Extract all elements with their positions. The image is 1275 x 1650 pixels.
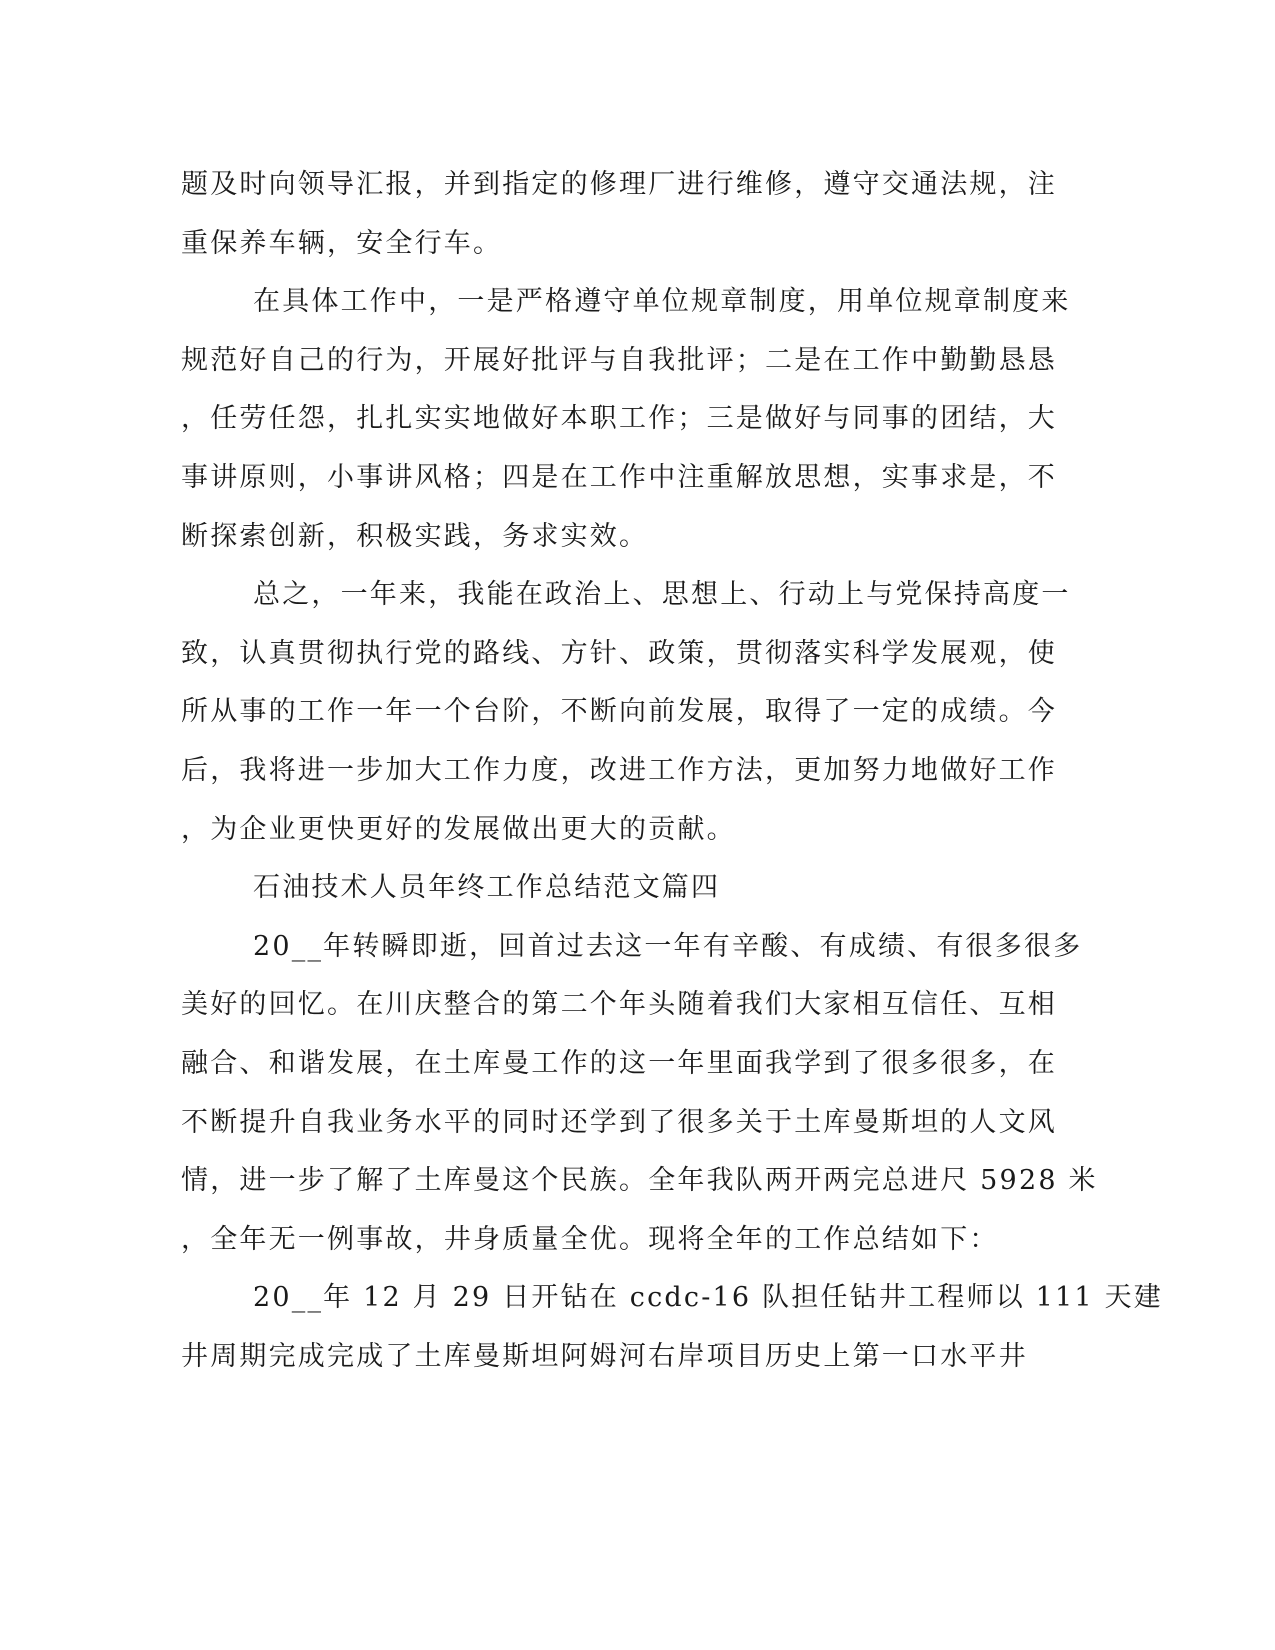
text-line: 断探索创新，积极实践，务求实效。	[181, 520, 649, 552]
paragraph-start-line: 在具体工作中，一是严格遵守单位规章制度，用单位规章制度来	[253, 286, 1071, 318]
text-line: ，全年无一例事故，井身质量全优。现将全年的工作总结如下：	[181, 1223, 999, 1255]
text-line: ，任劳任怨，扎扎实实地做好本职工作；三是做好与同事的团结，大	[181, 403, 1057, 435]
text-line: 题及时向领导汇报，并到指定的修理厂进行维修，遵守交通法规，注	[181, 169, 1057, 200]
text-line: 致，认真贯彻执行党的路线、方针、政策，贯彻落实科学发展观，使	[181, 637, 1057, 669]
text-line: 美好的回忆。在川庆整合的第二个年头随着我们大家相互信任、互相	[181, 989, 1057, 1021]
body-text	[181, 156, 1163, 1386]
text-line: ，为企业更快更好的发展做出更大的贡献。	[181, 813, 736, 845]
text-line: 后，我将进一步加大工作力度，改进工作方法，更加努力地做好工作	[181, 754, 1057, 786]
text-line: 井周期完成完成了土库曼斯坦阿姆河右岸项目历史上第一口水平井	[181, 1340, 1028, 1372]
paragraph-start-line: 总之，一年来，我能在政治上、思想上、行动上与党保持高度一	[253, 579, 1071, 611]
paragraph-start-line: 20__年转瞬即逝，回首过去这一年有辛酸、有成绩、有很多很多	[253, 930, 1083, 962]
text-line: 事讲原则，小事讲风格；四是在工作中注重解放思想，实事求是，不	[181, 461, 1057, 493]
paragraph-start-line: 20__年 12 月 29 日开钻在 ccdc-16 队担任钻井工程师以 111 天建	[253, 1282, 1163, 1314]
text-line: 重保养车辆，安全行车。	[181, 227, 503, 259]
text-line: 规范好自己的行为，开展好批评与自我批评；二是在工作中勤勤恳恳	[181, 344, 1057, 376]
section-heading: 石油技术人员年终工作总结范文篇四	[253, 872, 721, 904]
text-line: 情，进一步了解了土库曼这个民族。全年我队两开两完总进尺 5928 米	[181, 1165, 1098, 1197]
text-line: 融合、和谐发展，在土库曼工作的这一年里面我学到了很多很多，在	[181, 1047, 1057, 1079]
text-line: 不断提升自我业务水平的同时还学到了很多关于土库曼斯坦的人文风	[181, 1106, 1057, 1138]
text-line: 所从事的工作一年一个台阶，不断向前发展，取得了一定的成绩。今	[181, 696, 1057, 728]
